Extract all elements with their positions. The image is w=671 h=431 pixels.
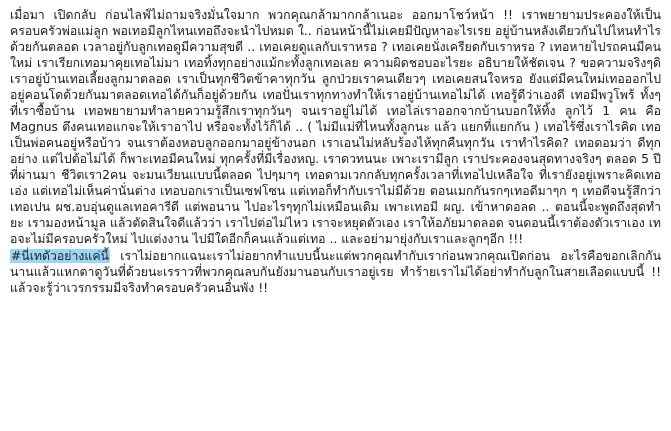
document-body	[10, 8, 661, 297]
paragraph-highlighted	[10, 249, 661, 297]
highlighted-paragraph-text: เราไม่อยากแฉนะเราไม่อยากทำแบบนี้นะแต่พวกคุณทำกับเราก่อนพวกคุณเปิดก่อน อะไรคือขอกเลิกกันนานแล้วแหกตาดูวันที่ด้วยนะเรราวที่พวกคุณลบกันยังมานอนกับเราอยู่เรย ทำร้ายเราไม่ได้อย่าทำกับลูกในสายเลือดแบบนี้ !! แล้วจะรู้ว่าเวรกรรมมีจริงทำครอบครัวคนอื่นพัง !!	[10, 248, 661, 295]
paragraph-main: เมื่อมา เปิดกลับ ก่อนไลฟ์ไม่ถามจริงมั่นใจมาก พวกคุณกล้ามากกล้าเนอะ ออกมาโชว์หน้า !! เราพยายามประคองให้เป็นครอบครัวพ่อแม่ลูก พอเทอมีลูกไหนเทอถึงจะนำไปหมด ใ.. ก่อนหน้านี้ไม่เคยมีปัญหาอะไรเรย อยู่บ้านหลังเดียวกันไปไหนทำไรด้วยกันตลอด เวลาอยู่กับลูกเทอดูมีความสุขดี .. เทอเคยดูแลกับเราหรอ ? เทอเคยนั่งเครียดกับเราหรอ ? เทอหายไปรถคนมีคนใหม่ เราเรียกเทอมาคุยเทอไม่มา เทอทิ้งทุกอย่างแม้กะทั้งลูกเทอเลย ความผิดชอบอะไรยะ อธิบายให้ชัดเจน ? ขอความจริงๆดิ เราอยู่บ้านเทอเลี้ยงลูกมาตลอด เราเป็นทุกชีวิตข้าคาทุกวัน ลูกป่วยเราคนเดียวๆ เทอเคยสนใจหรอ ยังแต่มีคนใหม่เทอออกไปอยู่คอนโดด้วยกันมาตลอดเทอได้กันก็อยู่ด้วยกัน เทอปั่นเราทุกทางทำให้เราอยู่บ้านเทอไม่ได้ เทอรู้ดีว่าเองดี เทอมีพวูโพร้ ทั้งๆที่เราซื้อบ้าน เทอพยายามทำลายความรู้สึกเราทุกวันๆ จนเราอยู่ไม่ได้ เทอไล่เราออกจากบ้านบอกให้ทิ้ง ลูกไว้ 1 คน คือ Magnus ตึงคนเทอแกจะให้เราอาไป หรือจะทั้งไว้ก็ได้ .. ( ไม่มีแม่ที่ไหนทั้งลูกนะ แล้ว แยกที่แยกกัน ) เทอไร้ซึ่งเราไรคิด เทอเป็นพ่อคนอยู่หรือบ้าว จนเราต้องหอบลูกออกมาอยู่ข้างนอก เราเอนไม่หลับร้องไห้ทุกคืนทุกวัน เราทำไรคิด? เทอดอมว่า ดีทุกอย่าง แต่ไปต้อไม่ได้ ก็พาะเทอมีคนใหม่ ทุกครั้งที่มีเรื่องหญ. เราดวทนนะ เพาะเรามีลูก เราประคองจนสุดทางจริงๆ ตลอด 5 ปี ที่ผ่านมา ชีวิตเรา2คน จะมนเวียนแบบนี้ตลอด ไปๆมาๆ เทอดามเวกกลับทุกครั้งเวลาที่เทอไปเหลือใจ ที่เรายังอยู่เพราะคิดเทอเอ่ง แต่เทอไม่เห็นค่านั่นต่าง เทอบอกเราเป็นเซฟโซน แต่เทอก็ทำกับเราไม่มีด้วย ตอนเมกกันรกๆเทอดีมาๆก ๆ เทอดีจนรู้สึกว่า เทอเปน ผช.อบอุ่นดูแลเทอคารีดี แต่พอนาน ไปอะไรๆทุกไม่เหมือนเดิม เพาะเทอมี ผญ. เข้าหาดอลด .. ตอนนี้จะพูดถึงสุดทำยะ เรามองหน้ามูล แล้วตัดสินใจดีแล้วว่า เราไปต่อไม่ไหว เราจะหยุดตัวเอง เราให้อภัยมาดลอด จนดอนนี้เราต้องตัวเราเอง เทอจะไม่มีครอบครัวใหม่ ไปแต่งงาน ไปมีใดอีกก็คนแล้วแต่เทอ .. และอย่ามายุ่งกับเราและลูกๆอีก !!!	[10, 8, 661, 246]
highlighted-hashtag: #นี่เทดัวอย่างแค่นี้	[11, 248, 109, 263]
